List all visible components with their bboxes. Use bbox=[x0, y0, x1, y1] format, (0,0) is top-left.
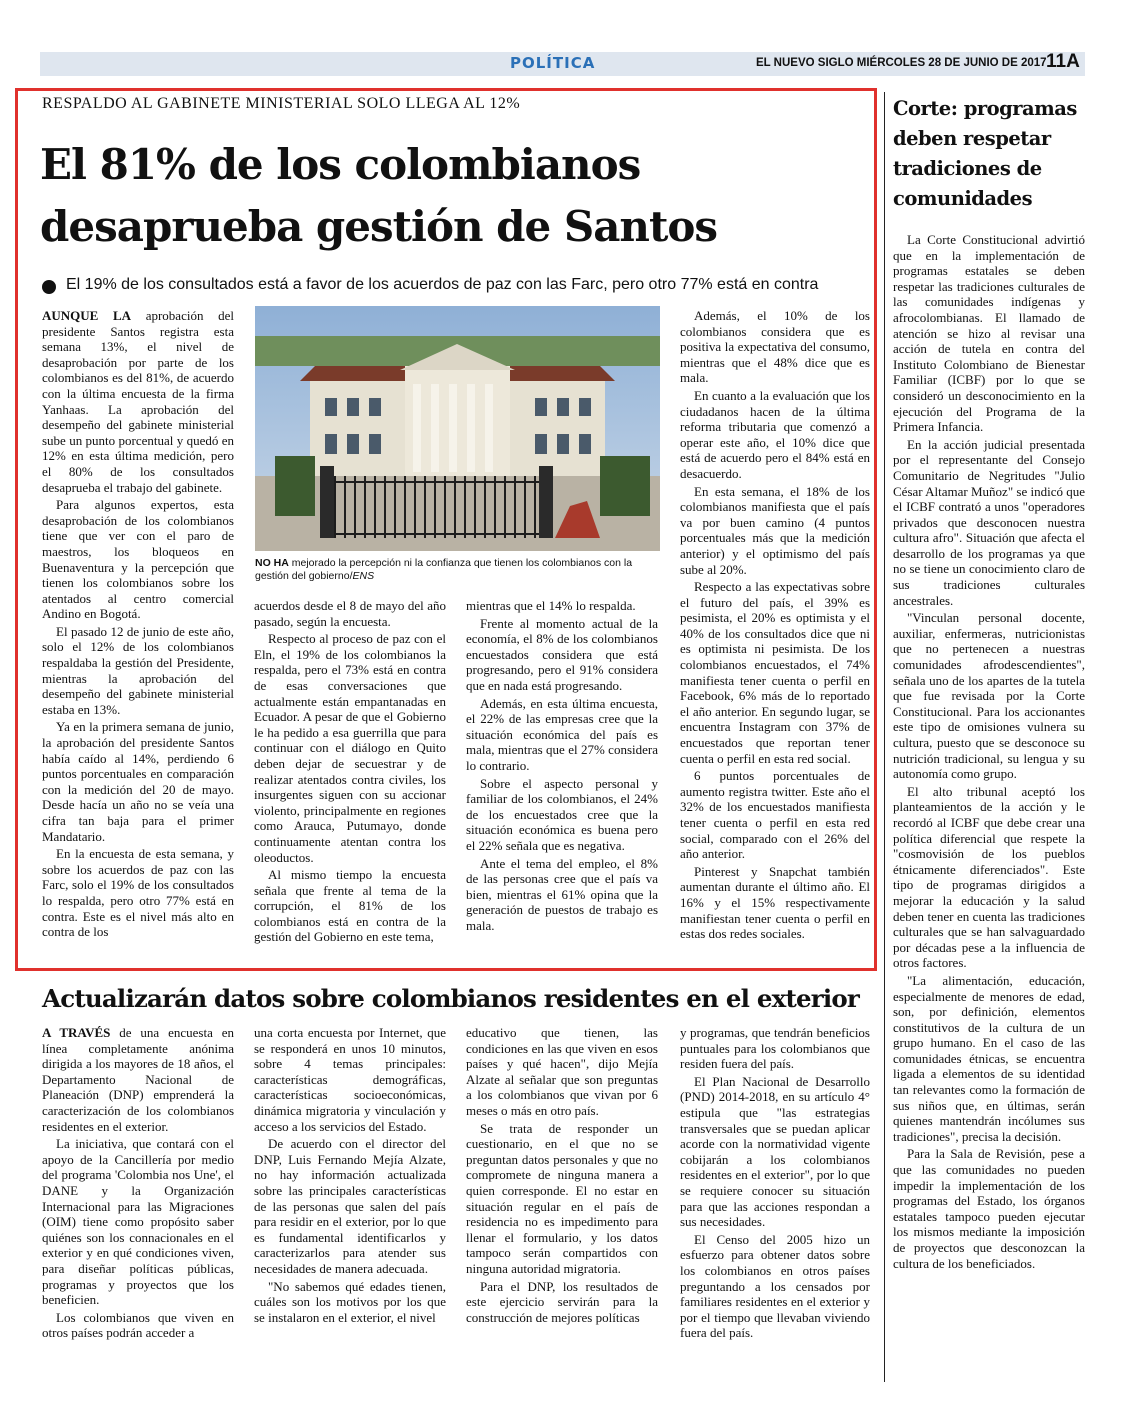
paragraph: En la acción judicial presentada por el representante del Consejo Comunitario de Negritudes "Julio César Altamar Muñoz" se indicó que el ICBF contrató a unos "operadores privados que desconocen nuestra cultura afro". Situación que afecta el desarrollo de los programas ya que no se tiene un conocimiento claro de sus tradiciones culturales ancestrales. bbox=[893, 436, 1085, 608]
article-column-2 bbox=[254, 598, 446, 947]
paragraph: El alto tribunal aceptó los planteamientos de la acción y le recordó al ICBF que debe crear una política diferencial que respete la "cosmovisión de los pueblos étnicamente diferenciados". Este tipo de programas dirigidos a mejorar la educación y la salud deben tener en cuenta las tradiciones culturales que se han salvaguardado por décadas pese a la influencia de otros factores. bbox=[893, 783, 1085, 971]
paragraph: Ya en la primera semana de junio, la aprobación del presidente Santos había caído al 14%, perdiendo 6 puntos porcentuales en comparación con la medición del 20 de mayo. Desde hacía un año no se veía una cifra tan baja para el primer Mandatario. bbox=[42, 719, 234, 844]
paragraph: mientras que el 14% lo respalda. bbox=[466, 598, 636, 613]
photo-caption bbox=[255, 557, 665, 583]
casa-de-narino-illustration bbox=[255, 306, 660, 551]
article-column-3 bbox=[466, 598, 658, 935]
second-column-4 bbox=[680, 1025, 870, 1343]
paragraph: Frente al momento actual de la economía, el 8% de los colombianos encuestados considera que está progresando, pero el 91% considera que en nada está progresando. bbox=[466, 615, 658, 693]
paragraph: Para el DNP, los resultados de este ejercicio servirán para la construcción de mejores políticas bbox=[466, 1278, 658, 1325]
paragraph: Ante el tema del empleo, el 8% de las personas cree que el país va bien, mientras el 61% opina que la generación de puestos de trabajo es mala. bbox=[466, 855, 658, 933]
article-column-4 bbox=[680, 308, 870, 944]
section-label: POLÍTICA bbox=[510, 54, 596, 72]
article-subhead: El 19% de los consultados está a favor de los acuerdos de paz con las Farc, pero otro 77% está en contra bbox=[66, 276, 819, 293]
paragraph: Se trata de responder un cuestionario, en el que no se preguntan datos personales y que no compromete de ninguna manera a quien corresponde. El no estar en situación regular en el país de residencia no es impedimento para llenar el formulario, y los datos tampoco serán compartidos con ninguna autoridad migratoria. bbox=[466, 1120, 658, 1276]
paragraph: Además, en esta última encuesta, el 22% de las empresas cree que la situación económica del país es mala, mientras que el 27% considera lo contrario. bbox=[466, 695, 658, 773]
paragraph: "Vinculan personal docente, auxiliar, enfermeras, nutricionistas que no pertenecen a nuestras comunidades afrodescendientes", señala uno de los apartes de la tutela que fue revisada por la Corte Constitucional. Para los accionantes este tipo de omisiones vulnera su cultura, puesto que se desconoce su nutrición tradicional, su lengua y su autonomía como grupo. bbox=[893, 610, 1085, 782]
paragraph: Además, el 10% de los colombianos considera que es positiva la expectativa del consumo, mientras que el 48% dice que es mala. bbox=[680, 308, 870, 386]
paragraph: La Corte Constitucional advirtió que en la implementación de programas estatales se deben respetar las tradiciones culturales de las comunidades indígenas y afrocolombianas. El llamado de atención se hizo al revisar una acción de tutela en contra del Instituto Colombiano de Bienestar Familiar (ICBF) por lo que se consideró un desconocimiento en la ejecución del Programa de la Primera Infancia. bbox=[893, 232, 1085, 435]
paragraph: La iniciativa, que contará con el apoyo de la Cancillería por medio del programa 'Colombia nos Une', el DANE y la Organización Internacional para las Migraciones (OIM) tiene como propósito saber quiénes son los connacionales en el exterior y en qué condiciones viven, para diseñar políticas públicas, programas y proyectos que los beneficien. bbox=[42, 1136, 234, 1308]
paragraph: En cuanto a la evaluación que los ciudadanos hacen de la última reforma tributaria que comenzó a operar este año, el 10% dice que está de acuerdo pero el 84% está en desacuerdo. bbox=[680, 387, 870, 481]
paragraph: El pasado 12 de junio de este año, solo el 12% de los colombianos respaldaba la gestión del Presidente, mientras la aprobación del desempeño del gabinete ministerial estaba en 13%. bbox=[42, 623, 234, 717]
paragraph: Para la Sala de Revisión, pese a que las comunidades no pueden impedir la implementación de los programas del Estado, los órganos estatales tampoco pueden ejecutar los mismos mediante la imposición de proyectos que desconozcan la cultura de los beneficiados. bbox=[893, 1146, 1085, 1271]
article-headline: El 81% de los colombianos desaprueba gestión de Santos bbox=[40, 140, 718, 251]
paragraph: y programas, que tendrán beneficios puntuales para los colombianos que residen fuera del país. bbox=[680, 1025, 870, 1072]
caption-credit: ENS bbox=[352, 570, 375, 582]
second-column-1 bbox=[42, 1025, 234, 1343]
paragraph: una corta encuesta por Internet, que se responderá en unos 10 minutos, sobre 4 temas principales: características demográficas, características socioeconómicas, dinámica migratoria y vinculación y acceso a los servicios del Estado. bbox=[254, 1025, 446, 1134]
paragraph: De acuerdo con el director del DNP, Luis Fernando Mejía Alzate, no hay información actualizada sobre las principales características de las personas que salen del país para residir en el exterior, por lo que es fundamental identificarlos y caracterizarlos para atender sus necesidades de manera adecuada. bbox=[254, 1136, 446, 1276]
paragraph: Para algunos expertos, esta desaprobación de los colombianos tiene que ver con el paro de maestros, los bloqueos en Buenaventura y la percepción que tienen los colombianos sobre los atentados al centro comercial Andino en Bogotá. bbox=[42, 497, 234, 622]
paragraph: 6 puntos porcentuales de aumento registra twitter. Este año el 32% de los encuestados manifiesta tener cuenta o perfil en esta red social, comparado con el 26% del año anterior. bbox=[680, 768, 870, 862]
paragraph: "No sabemos qué edades tienen, cuáles son los motivos por los que se instalaron en el exterior, el nivel bbox=[254, 1278, 446, 1325]
paragraph: Los colombianos que viven en otros países podrán acceder a bbox=[42, 1309, 234, 1341]
paragraph: El Plan Nacional de Desarrollo (PND) 2014-2018, en su artículo 4° estipula que "las estrategias transversales que se puedan aplicar acorde con la normatividad vigente cobijarán a los colombianos residentes en el exterior", por lo que se requiere conocer su situación para que las acciones respondan a sus necesidades. bbox=[680, 1073, 870, 1230]
paragraph: acuerdos desde el 8 de mayo del año pasado, según la encuesta. bbox=[254, 598, 446, 629]
lead-in: AUNQUE LA bbox=[42, 308, 132, 323]
article-kicker: RESPALDO AL GABINETE MINISTERIAL SOLO LLEGA AL 12% bbox=[42, 95, 521, 112]
paragraph: Respecto al proceso de paz con el Eln, el 19% de los colombianos la respalda, pero el 73% está en contra de esas conversaciones que actualmente están empantanadas en Ecuador. A pesar de que el Gobierno le ha pedido a esa guerrilla que para continuar con el diálogo en Quito deben dejar de secuestrar y de realizar atentados contra civiles, los insurgentes siguen con su accionar violento, principalmente en regiones como Arauca, Putumayo, donde continuamente atentan contra los oleoductos. bbox=[254, 631, 446, 865]
paragraph: En esta semana, el 18% de los colombianos manifiesta que el país va por buen camino (4 puntos porcentuales más que la medición anterior) y el optimismo del país sube al 20%. bbox=[680, 483, 870, 577]
paragraph: Pinterest y Snapchat también aumentan durante el último año. El 16% y el 15% respectivamente manifiestan tener cuenta o perfil en estas dos redes sociales. bbox=[680, 863, 870, 942]
paper-date: EL NUEVO SIGLO MIÉRCOLES 28 DE JUNIO DE 2017 bbox=[756, 57, 1047, 69]
paragraph: En la encuesta de esta semana, y sobre los acuerdos de paz con las Farc, solo el 19% de los consultados lo respalda, pero otro 77% está en contra. Este es el nivel más alto en contra de los bbox=[42, 846, 234, 940]
paragraph: "La alimentación, educación, especialmente de menores de edad, son, por definición, elementos constitutivos de la cultura de un grupo humano. En el caso de las comunidades étnicas, se encuentra ligada a elementos de su identidad tan relevantes como la formación de sus niños que, en últimas, serán quienes mantendrán incólumes sus tradiciones", precisa la decisión. bbox=[893, 972, 1085, 1144]
bullet-icon bbox=[42, 280, 56, 294]
sidebar-divider bbox=[884, 92, 885, 1382]
paragraph: AUNQUE LA aprobación del presidente Santos registra esta semana 13%, el nivel de desaprobación por parte de los colombianos es del 81%, de acuerdo con la última encuesta de la firma Yanhaas. La aprobación del desempeño del gabinete ministerial sube un punto porcentual y quedó en 12% en esta última medición, pero el 80% de los consultados desaprueba el trabajo del gabinete. bbox=[42, 308, 234, 495]
paragraph: El Censo del 2005 hizo un esfuerzo para obtener datos sobre los colombianos en otros países preguntando a los censados por familiares residentes en el exterior y por el tiempo que llevaban viviendo fuera del país. bbox=[680, 1231, 870, 1341]
paragraph: Al mismo tiempo la encuesta señala que frente al tema de la corrupción, el 81% de los colombianos está en contra de la gestión del Gobierno en este tema, bbox=[254, 867, 446, 945]
page-number: 11A bbox=[1046, 51, 1080, 72]
lead-in: A TRAVÉS bbox=[42, 1025, 111, 1040]
second-headline: Actualizarán datos sobre colombianos residentes en el exterior bbox=[42, 984, 860, 1013]
paragraph: Sobre el aspecto personal y familiar de los colombianos, el 24% de los encuestados cree que la situación económica es buena pero el 22% señala que es negativa. bbox=[466, 775, 658, 853]
second-column-3 bbox=[466, 1025, 658, 1327]
sidebar-column bbox=[893, 232, 1085, 1273]
caption-lead: NO HA bbox=[255, 557, 289, 569]
paragraph: Respecto a las expectativas sobre el futuro del país, el 39% es pesimista, el 20% es optimista y el 40% de los consultados dice que ni es optimista ni pesimista. De los colombianos encuestados, el 74% manifiesta tener cuenta o perfil en Facebook, 6% más de lo reportado el año anterior. En segundo lugar, se encuentra Instagram con 37% de encuestados que reportan tener cuenta o perfil en esta red social. bbox=[680, 579, 870, 766]
caption-text: mejorado la percepción ni la confianza que tienen los colombianos con la gestión del gobierno/ bbox=[255, 557, 633, 582]
paragraph: educativo que tienen, las condiciones en las que viven en esos países y qué hacen", dijo Mejía Alzate al señalar que son preguntas a los colombianos que vivan por 6 meses o más en otro país. bbox=[466, 1025, 658, 1118]
second-column-2 bbox=[254, 1025, 446, 1327]
article-column-1 bbox=[42, 308, 234, 942]
sidebar-headline: Corte: programas deben respetar tradiciones de comunidades bbox=[893, 97, 1077, 210]
palace-photo bbox=[255, 306, 660, 551]
paragraph: A TRAVÉS de una encuesta en línea completamente anónima dirigida a los mayores de 18 años, el Departamento Nacional de Planeación (DNP) emprenderá la caracterización de los colombianos residentes en el exterior. bbox=[42, 1025, 235, 1134]
